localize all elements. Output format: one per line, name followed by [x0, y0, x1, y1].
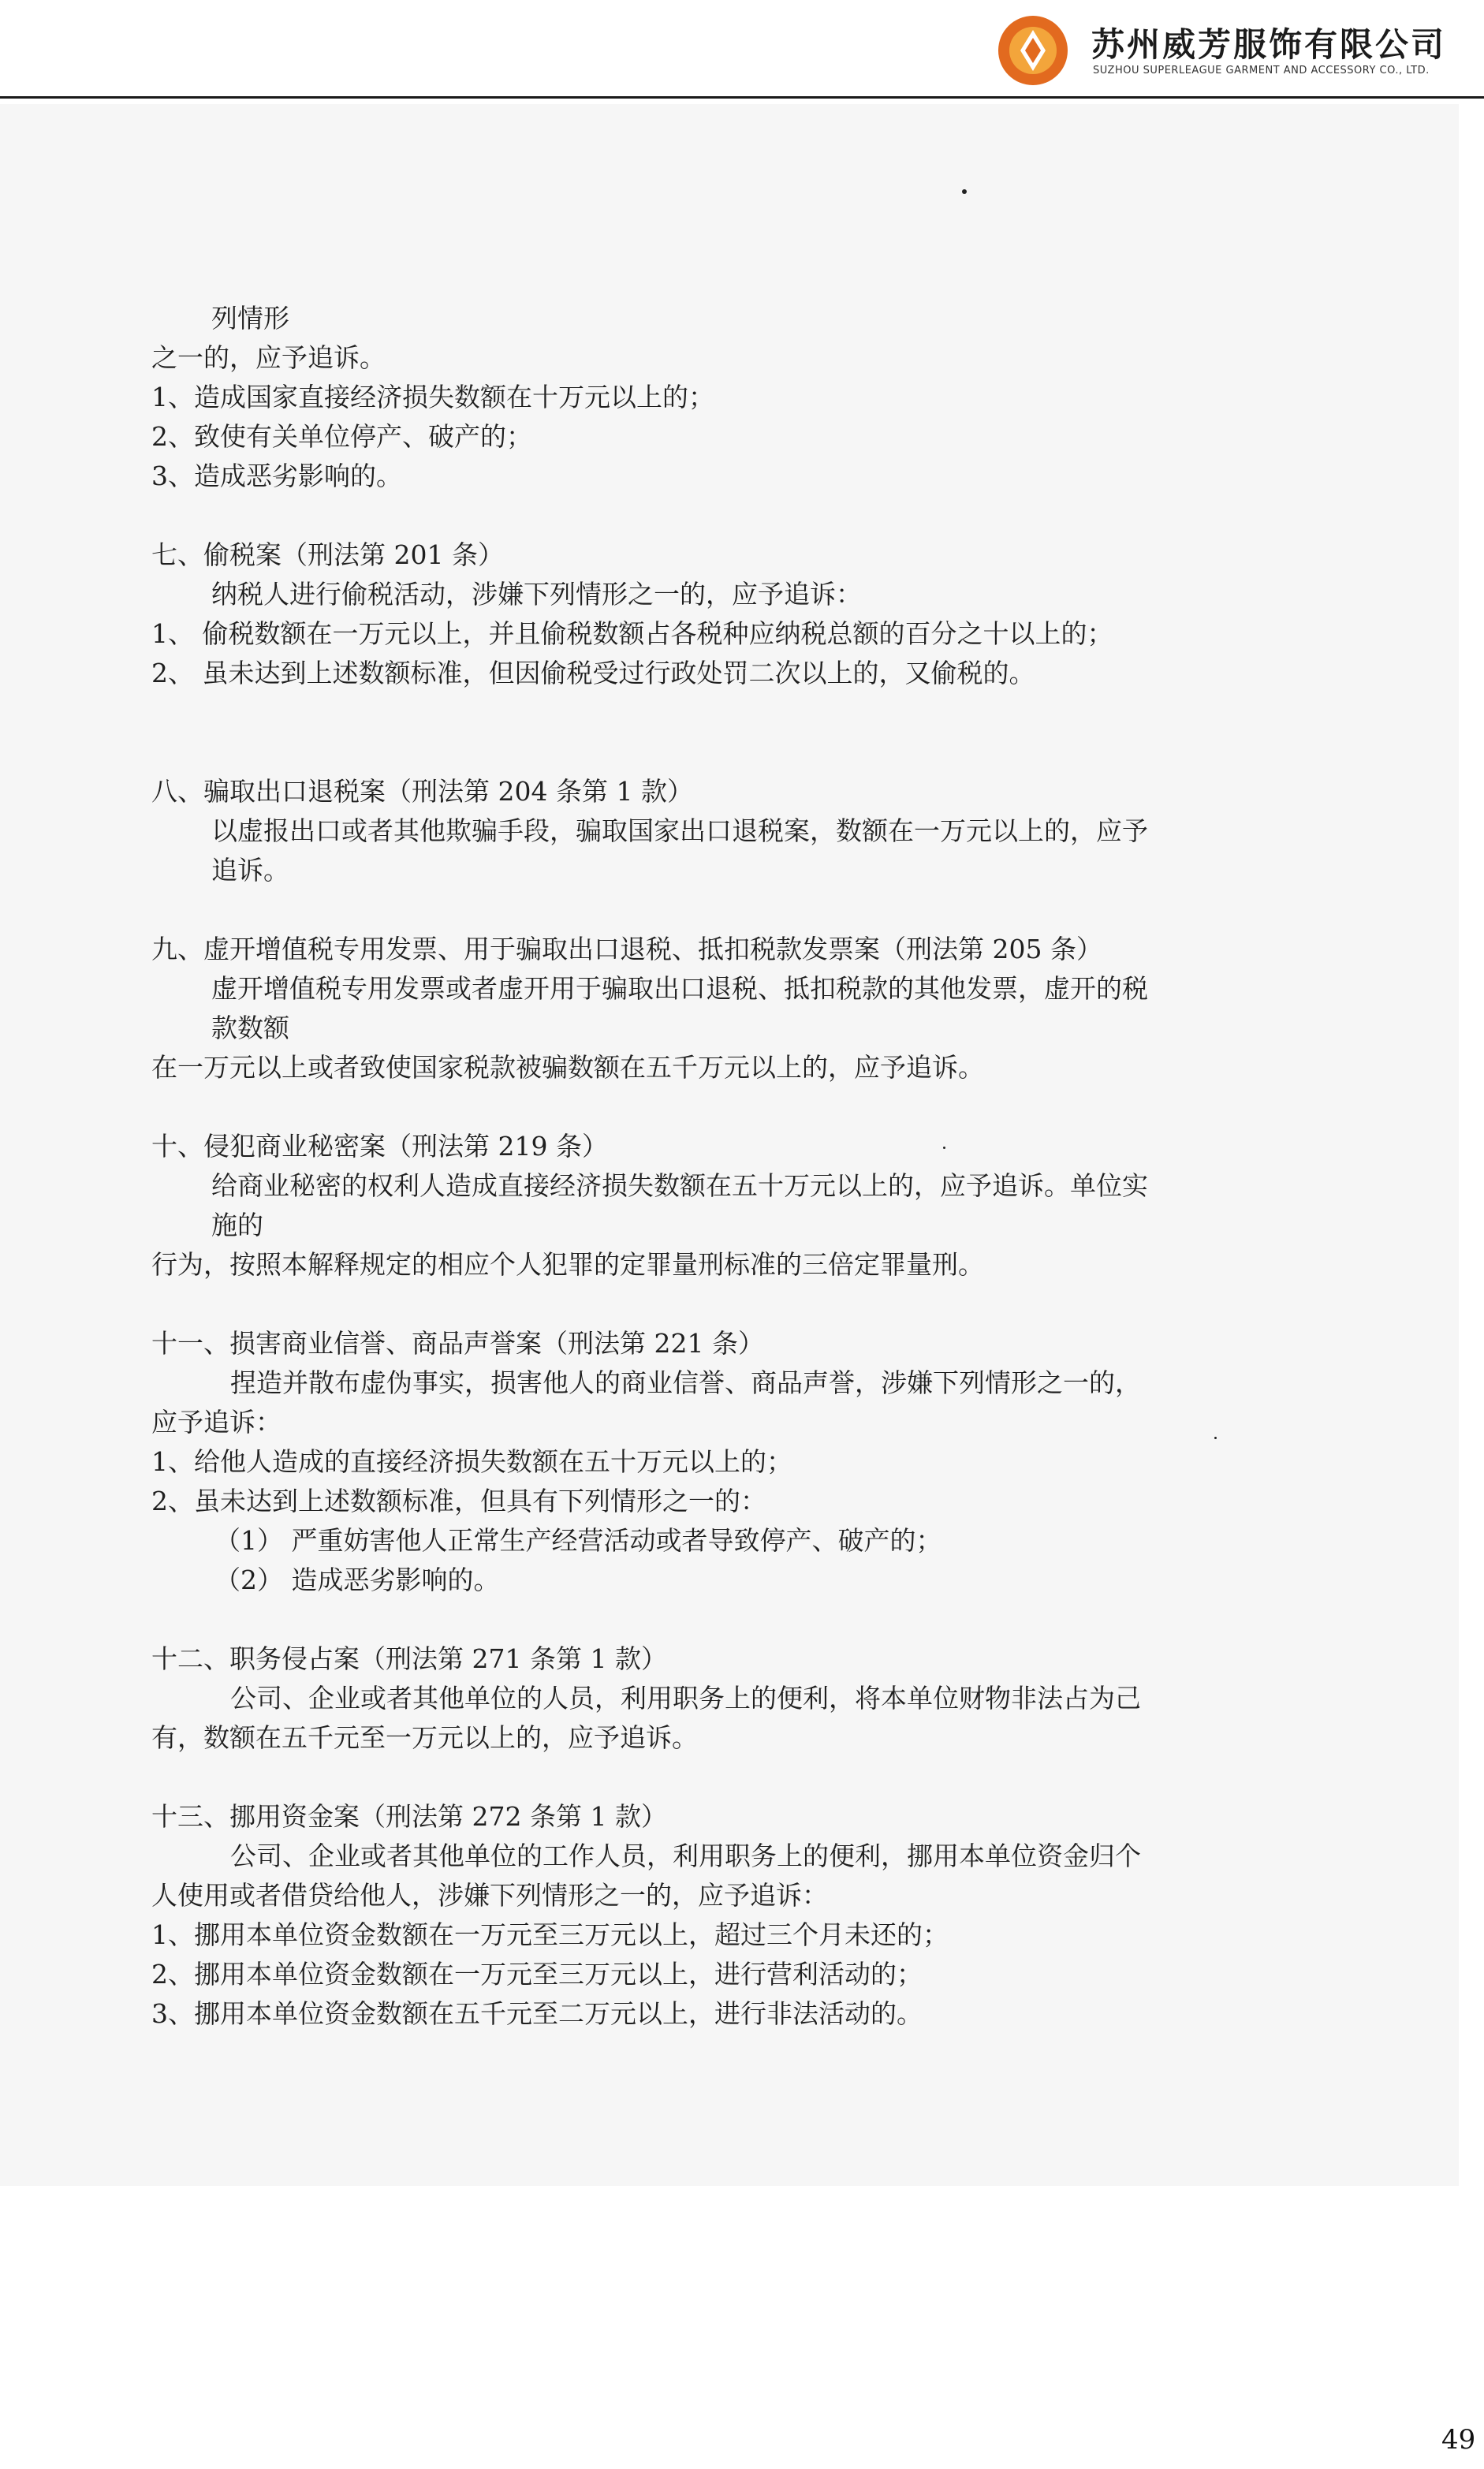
text-line: 公司、企业或者其他单位的人员，利用职务上的便利，将本单位财物非法占为己 [230, 1683, 1141, 1714]
letterhead [0, 0, 1484, 98]
text-line: 2、致使有关单位停产、破产的； [151, 421, 532, 452]
text-line: 2、虽未达到上述数额标准，但具有下列情形之一的： [151, 1486, 766, 1516]
text-line: 1、 偷税数额在一万元以上，并且偷税数额占各税种应纳税总额的百分之十以上的； [151, 618, 1113, 649]
text-line: 2、 虽未达到上述数额标准，但因偷税受过行政处罚二次以上的，又偷税的。 [151, 658, 1035, 688]
text-line: 行为，按照本解释规定的相应个人犯罪的定罪量刑标准的三倍定罪量刑。 [151, 1249, 984, 1280]
text-line: （2） 造成恶劣影响的。 [214, 1565, 500, 1595]
text-line: 虚开增值税专用发票或者虚开用于骗取出口退税、抵扣税款的其他发票，虚开的税 [211, 973, 1148, 1004]
text-line: 3、挪用本单位资金数额在五千元至二万元以上，进行非法活动的。 [151, 1998, 923, 2029]
text-line: 1、挪用本单位资金数额在一万元至三万元以上，超过三个月未还的； [151, 1919, 949, 1950]
text-line: 应予追诉： [151, 1407, 282, 1438]
text-line: 3、造成恶劣影响的。 [151, 461, 402, 491]
company-name-en: SUZHOU SUPERLEAGUE GARMENT AND ACCESSORY CO., LTD. [1093, 65, 1430, 76]
section-heading: 八、骗取出口退税案（刑法第 204 条第 1 款） [151, 776, 693, 807]
header-divider [0, 96, 1484, 99]
section-heading: 九、虚开增值税专用发票、用于骗取出口退税、抵扣税款发票案（刑法第 205 条） [151, 934, 1102, 964]
text-line: 给商业秘密的权利人造成直接经济损失数额在五十万元以上的，应予追诉。单位实 [211, 1170, 1148, 1201]
text-line: 施的 [211, 1210, 263, 1240]
text-line: 列情形 [211, 303, 289, 334]
page-number: 49 [1441, 2424, 1476, 2456]
company-logo-icon [997, 14, 1069, 87]
text-line: 纳税人进行偷税活动，涉嫌下列情形之一的，应予追诉： [211, 579, 862, 610]
text-line: 公司、企业或者其他单位的工作人员，利用职务上的便利，挪用本单位资金归个 [230, 1841, 1141, 1871]
scan-speck [962, 189, 967, 194]
section-heading: 十一、损害商业信誉、商品声誉案（刑法第 221 条） [151, 1328, 764, 1359]
text-line: 追诉。 [211, 855, 289, 886]
text-line: 款数额 [211, 1013, 289, 1043]
section-heading: 十二、职务侵占案（刑法第 271 条第 1 款） [151, 1643, 667, 1674]
text-line: 以虚报出口或者其他欺骗手段，骗取国家出口退税案，数额在一万元以上的，应予 [211, 815, 1148, 846]
text-line: 在一万元以上或者致使国家税款被骗数额在五千万元以上的，应予追诉。 [151, 1052, 984, 1083]
text-line: 1、给他人造成的直接经济损失数额在五十万元以上的； [151, 1446, 792, 1477]
scan-speck [943, 1147, 945, 1149]
text-line: （1） 严重妨害他人正常生产经营活动或者导致停产、破产的； [214, 1525, 942, 1556]
text-line: 有，数额在五千元至一万元以上的，应予追诉。 [151, 1722, 698, 1753]
text-line: 2、挪用本单位资金数额在一万元至三万元以上，进行营利活动的； [151, 1959, 923, 1990]
text-line: 人使用或者借贷给他人，涉嫌下列情形之一的，应予追诉： [151, 1880, 828, 1911]
section-heading: 七、偷税案（刑法第 201 条） [151, 539, 504, 570]
section-heading: 十三、挪用资金案（刑法第 272 条第 1 款） [151, 1801, 667, 1832]
text-line: 1、造成国家直接经济损失数额在十万元以上的； [151, 382, 714, 412]
scan-speck [1214, 1437, 1217, 1439]
company-name-cn: 苏州威芳服饰有限公司 [1091, 25, 1447, 64]
text-line: 捏造并散布虚伪事实，损害他人的商业信誉、商品声誉，涉嫌下列情形之一的， [230, 1367, 1141, 1398]
section-heading: 十、侵犯商业秘密案（刑法第 219 条） [151, 1131, 608, 1162]
text-line: 之一的，应予追诉。 [151, 342, 386, 373]
